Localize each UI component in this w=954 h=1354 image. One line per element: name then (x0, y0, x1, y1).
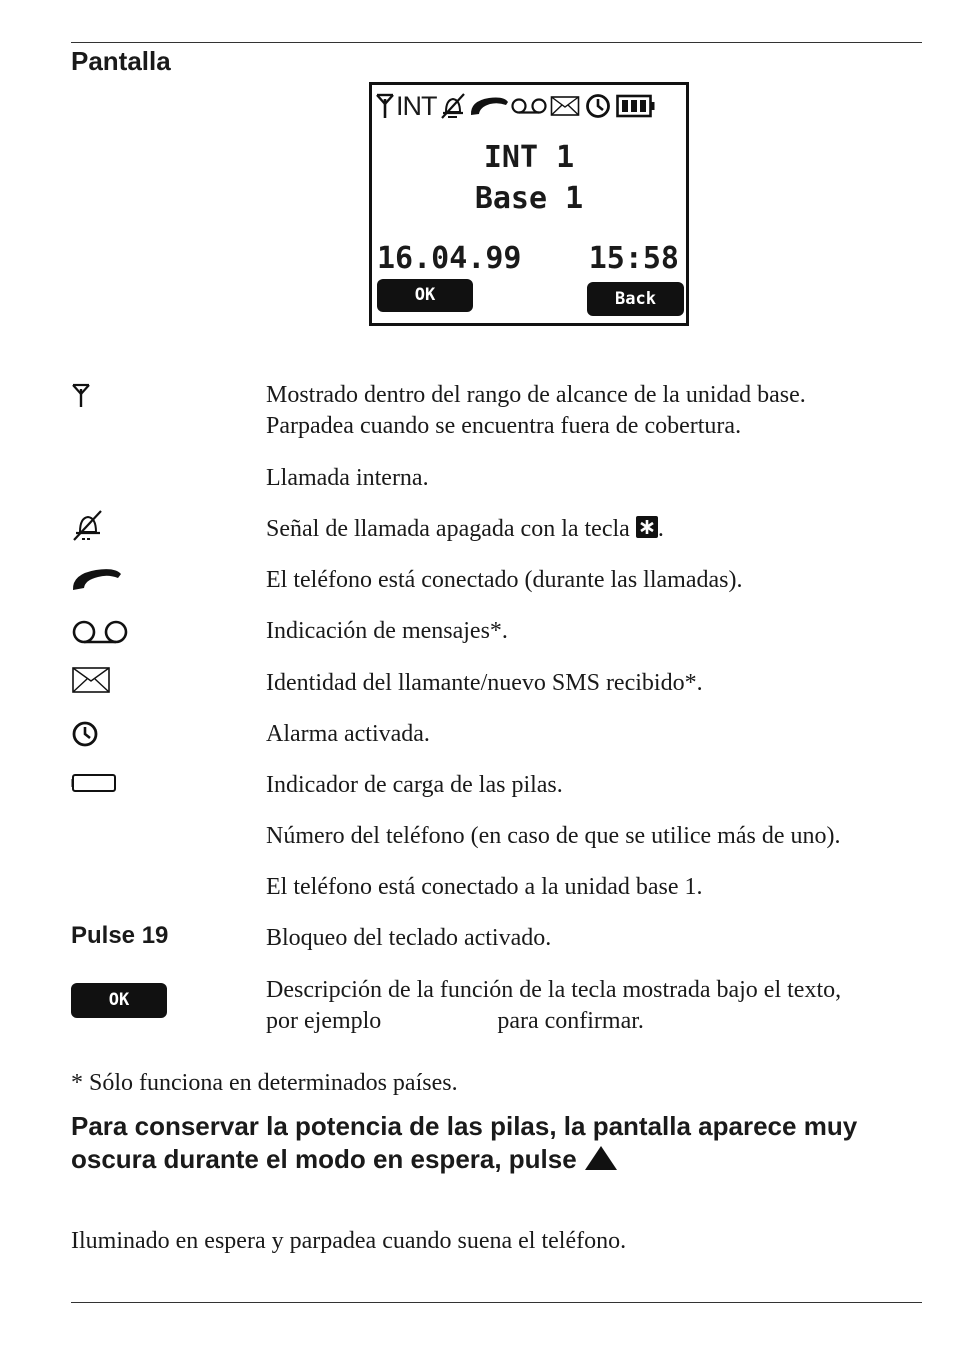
legend-text-ringer-off: Señal de llamada apagada con la tecla . (266, 516, 664, 542)
legend-text-handset-number: Número del teléfono (en caso de que se utilice más de uno). (266, 823, 841, 849)
alarm-clock-icon (71, 720, 99, 748)
pulse-19-label: Pulse 19 (71, 922, 169, 949)
battery-icon (71, 772, 119, 794)
legend-text-range: Mostrado dentro del rango de alcance de la unidad base. Parpadea cuando se encuentra fuera de cobertura. (266, 382, 806, 439)
legend-text-softkey-description: Descripción de la función de la tecla mostrada bajo el texto, por ejemplo para confirmar. (266, 977, 842, 1034)
legend-text-alarm: Alarma activada. (266, 721, 430, 747)
lcd-display (369, 82, 689, 326)
top-rule (71, 42, 922, 43)
phone-handset-icon (468, 93, 510, 119)
legend-text-messages: Indicación de mensajes*. (266, 618, 508, 644)
antenna-icon (376, 93, 394, 119)
legend-text-keypad-lock: Bloqueo del teclado activado. (266, 925, 552, 951)
lcd-line-int: INT 1 (483, 140, 575, 175)
ringer-off-icon (439, 92, 467, 120)
footnote: * Sólo funciona en determinados países. (71, 1070, 458, 1096)
legend-text-internal-call: Llamada interna. (266, 465, 429, 491)
lcd-date: 16.04.99 (377, 241, 522, 276)
lcd-softkey-ok: OK (377, 279, 473, 312)
alarm-clock-icon (584, 93, 612, 119)
illumination-note: Iluminado en espera y parpadea cuando suena el teléfono. (71, 1228, 627, 1254)
antenna-icon (71, 382, 91, 408)
envelope-icon (71, 666, 111, 694)
battery-full-icon (616, 93, 656, 119)
lcd-int-indicator: INT (396, 90, 437, 121)
lcd-line-base: Base 1 (474, 181, 584, 216)
star-key-icon (636, 516, 658, 538)
voicemail-icon (510, 95, 548, 117)
legend-text-connected: El teléfono está conectado (durante las llamadas). (266, 567, 743, 593)
voicemail-icon (71, 619, 129, 645)
lcd-time: 15:58 (588, 241, 679, 276)
legend-text-battery: Indicador de carga de las pilas. (266, 772, 563, 798)
ok-softkey-badge: OK (71, 983, 167, 1018)
lcd-status-bar (376, 91, 656, 121)
legend-text-base-connected: El teléfono está conectado a la unidad base 1. (266, 874, 703, 900)
ringer-off-icon (71, 508, 105, 542)
legend-text-caller-id: Identidad del llamante/nuevo SMS recibido*. (266, 670, 703, 696)
up-arrow-key-icon (584, 1145, 618, 1171)
lcd-softkey-back: Back (587, 282, 684, 316)
section-title: Pantalla (71, 46, 171, 76)
envelope-icon (550, 95, 580, 117)
bottom-rule (71, 1302, 922, 1303)
battery-saving-note: Para conservar la potencia de las pilas, la pantalla aparece muy oscura durante el modo en espera, pulse (71, 1111, 858, 1174)
phone-handset-icon (71, 565, 123, 593)
